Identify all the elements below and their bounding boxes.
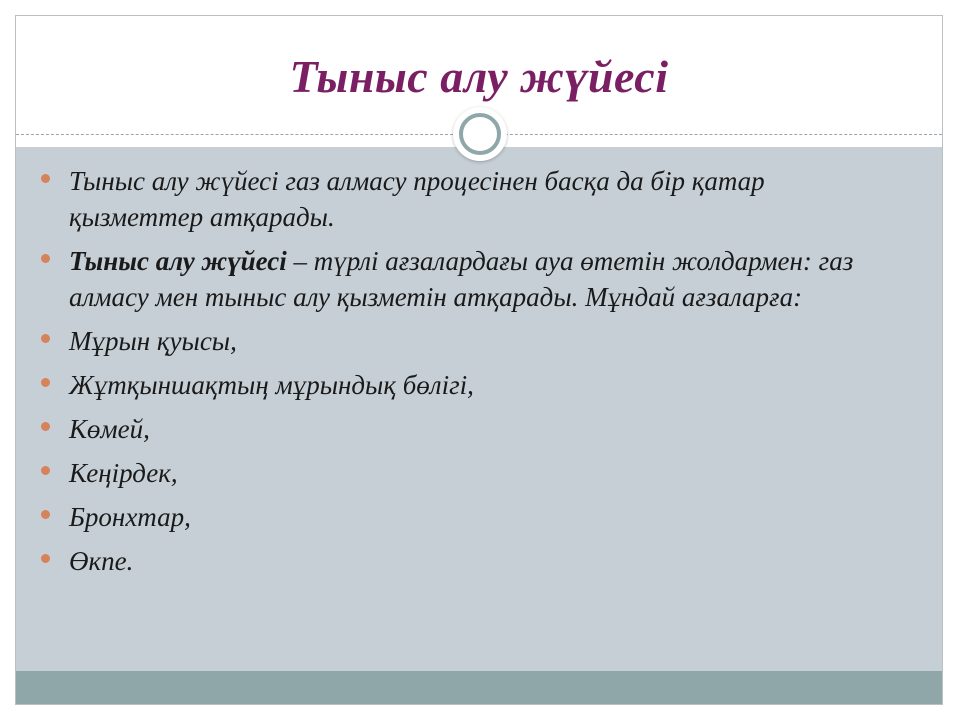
bullet-item [37, 163, 877, 235]
bullet-dot-icon [41, 174, 50, 183]
bullet-text: Кеңірдек, [69, 458, 178, 488]
bullet-item [37, 323, 877, 359]
ring-ornament-inner [459, 113, 501, 155]
bullet-dot-icon [41, 466, 50, 475]
bullet-bold-text: Тыныс алу жүйесі [69, 246, 287, 276]
bullet-dot-icon [41, 554, 50, 563]
bullet-dot-icon [41, 334, 50, 343]
bullet-list [37, 163, 877, 587]
ring-ornament-icon [453, 107, 507, 161]
bullet-text: Көмей, [69, 414, 150, 444]
bullet-dot-icon [41, 254, 50, 263]
bullet-text: Жұтқыншақтың мұрындық бөлігі, [69, 370, 474, 400]
bullet-dot-icon [41, 422, 50, 431]
bullet-item [37, 411, 877, 447]
bullet-text: Мұрын қуысы, [69, 326, 237, 356]
bullet-text: Өкпе. [69, 546, 134, 576]
bullet-item [37, 243, 877, 315]
bullet-dot-icon [41, 510, 50, 519]
bullet-item [37, 455, 877, 491]
bullet-text: Бронхтар, [69, 502, 191, 532]
bottom-band [16, 671, 942, 704]
bullet-dot-icon [41, 378, 50, 387]
bullet-item [37, 367, 877, 403]
bullet-text: Тыныс алу жүйесі газ алмасу процесінен басқа да бір қатар қызметтер атқарады. [69, 166, 765, 232]
bullet-text: – түрлі ағзалардағы ауа өтетін жолдармен: газ алмасу мен тыныс алу қызметін атқарады. Мұндай ағзаларға: [69, 246, 854, 312]
bullet-item [37, 543, 877, 579]
slide-title: Тыныс алу жүйесі [289, 51, 669, 102]
bullet-item [37, 499, 877, 535]
